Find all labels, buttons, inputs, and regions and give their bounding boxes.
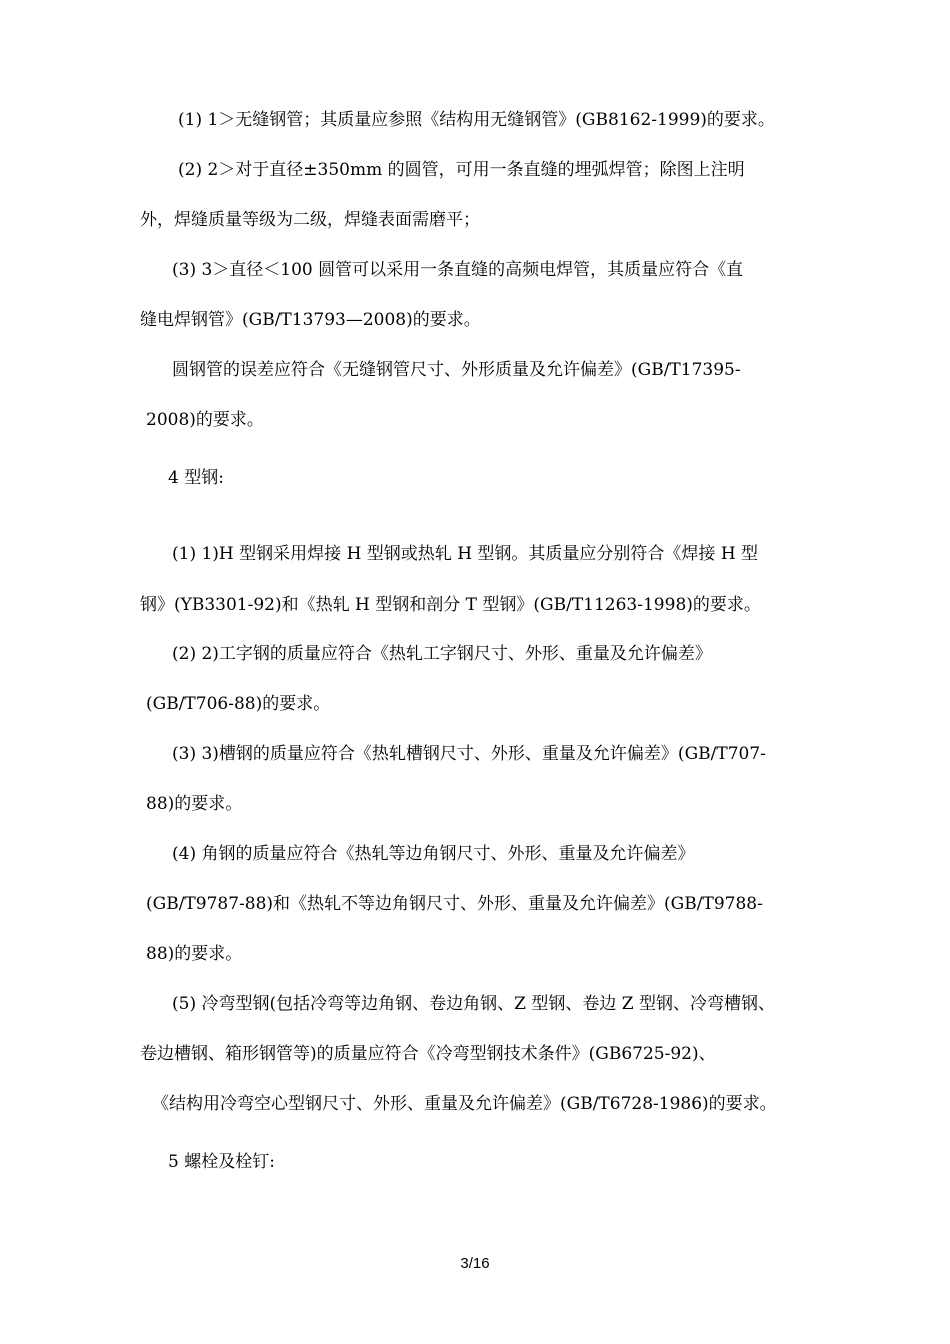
text-line-19: 卷边槽钢、箱形钢管等)的质量应符合《冷弯型钢技术条件》(GB6725-92)、 xyxy=(140,1044,716,1064)
text-line-14: 88)的要求。 xyxy=(146,794,243,814)
text-line-2: (2) 2＞对于直径±350mm 的圆管，可用一条直缝的埋弧焊管；除图上注明 xyxy=(178,160,745,180)
text-line-1: (1) 1＞无缝钢管；其质量应参照《结构用无缝钢管》(GB8162-1999)的要求。 xyxy=(178,110,775,130)
text-line-10: 钢》(YB3301-92)和《热轧 H 型钢和剖分 T 型钢》(GB/T11263-1998)的要求。 xyxy=(140,595,761,615)
text-line-12: (GB/T706-88)的要求。 xyxy=(146,694,331,714)
section-heading-5: 5 螺栓及栓钉: xyxy=(168,1152,275,1172)
text-line-15: (4) 角钢的质量应符合《热轧等边角钢尺寸、外形、重量及允许偏差》 xyxy=(172,844,695,864)
text-line-11: (2) 2)工字钢的质量应符合《热轧工字钢尺寸、外形、重量及允许偏差》 xyxy=(172,644,712,664)
text-line-7: 2008)的要求。 xyxy=(146,410,264,430)
text-line-5: 缝电焊钢管》(GB/T13793—2008)的要求。 xyxy=(140,310,481,330)
text-line-18: (5) 冷弯型钢(包括冷弯等边角钢、卷边角钢、Z 型钢、卷边 Z 型钢、冷弯槽钢、 xyxy=(172,994,775,1014)
text-line-17: 88)的要求。 xyxy=(146,944,243,964)
text-line-16: (GB/T9787-88)和《热轧不等边角钢尺寸、外形、重量及允许偏差》(GB/T9788- xyxy=(146,894,763,914)
text-line-13: (3) 3)槽钢的质量应符合《热轧槽钢尺寸、外形、重量及允许偏差》(GB/T707- xyxy=(172,744,766,764)
text-line-20: 《结构用冷弯空心型钢尺寸、外形、重量及允许偏差》(GB/T6728-1986)的要求。 xyxy=(152,1094,777,1114)
page-number: 3/16 xyxy=(460,1255,490,1272)
text-line-3: 外，焊缝质量等级为二级，焊缝表面需磨平； xyxy=(140,210,480,230)
text-line-6: 圆钢管的误差应符合《无缝钢管尺寸、外形质量及允许偏差》(GB/T17395- xyxy=(172,360,741,380)
section-heading-4: 4 型钢: xyxy=(168,468,224,488)
text-line-4: (3) 3＞直径＜100 圆管可以采用一条直缝的高频电焊管，其质量应符合《直 xyxy=(172,260,744,280)
text-line-9: (1) 1)H 型钢采用焊接 H 型钢或热轧 H 型钢。其质量应分别符合《焊接 H 型 xyxy=(172,544,759,564)
